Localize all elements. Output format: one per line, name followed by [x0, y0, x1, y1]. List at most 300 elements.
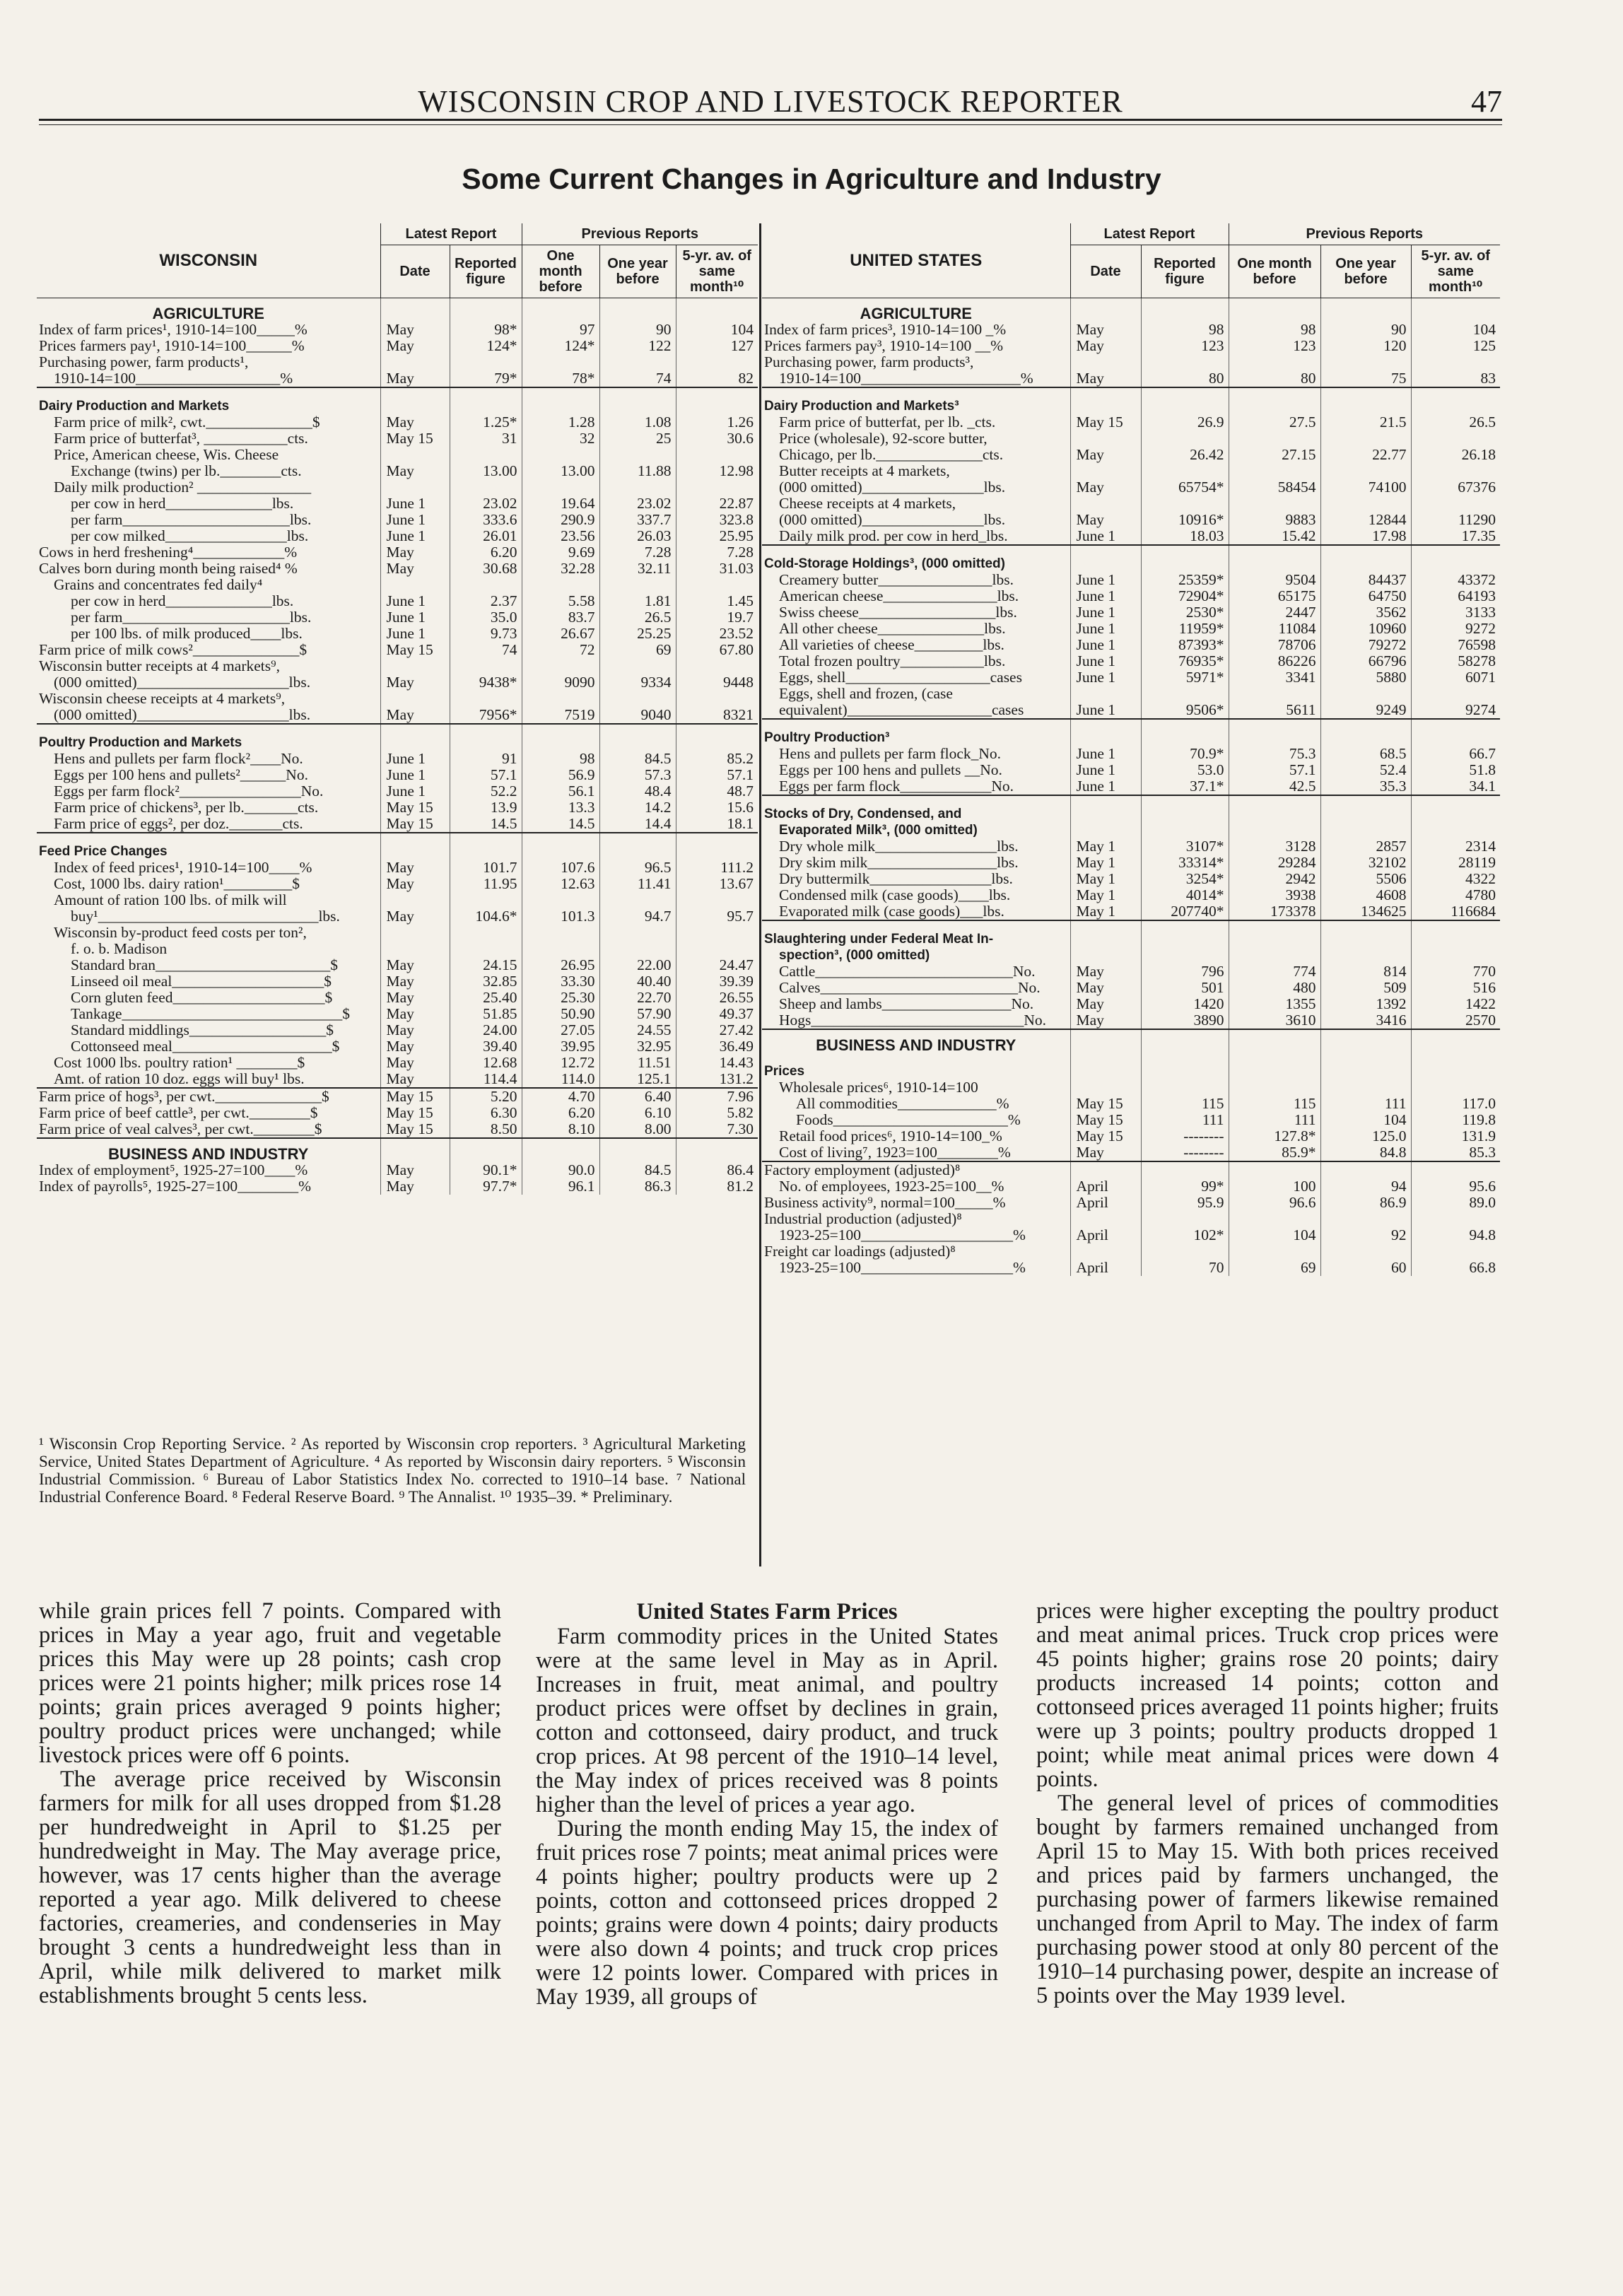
table-row: [762, 1096, 1500, 1112]
five-year-avg-cell: 58278: [1411, 653, 1500, 669]
month-before-cell: 173378: [1229, 903, 1320, 920]
date-cell: May: [380, 1006, 450, 1022]
table-row: [37, 1105, 758, 1121]
row-label: Purchasing power, farm products³,: [764, 354, 974, 370]
month-before-cell: [522, 724, 599, 751]
reported-cell: 14.5: [450, 816, 522, 833]
section-heading: United States Farm Prices: [636, 1599, 898, 1624]
date-cell: May: [380, 414, 450, 430]
row-label: AGRICULTURE: [860, 305, 972, 322]
reported-cell: [450, 577, 522, 593]
date-cell: June 1: [1070, 746, 1141, 762]
table-row: [762, 1178, 1500, 1195]
five-year-avg-cell: [676, 925, 758, 941]
year-before-cell: [1320, 795, 1411, 822]
table-row: [37, 751, 758, 767]
month-before-cell: 58454: [1229, 479, 1320, 496]
table-row: [762, 1243, 1500, 1260]
year-before-cell: 32.11: [599, 561, 676, 577]
reported-cell: [1141, 387, 1229, 414]
date-cell: May: [380, 561, 450, 577]
row-label: Prices farmers pay¹, 1910-14=100______%: [39, 338, 305, 354]
table-row: [37, 1055, 758, 1071]
year-before-cell: 94.7: [599, 908, 676, 925]
row-label: buy¹_____________________________lbs.: [71, 908, 340, 925]
reported-cell: 4014*: [1141, 887, 1229, 903]
year-before-cell: 3416: [1320, 1012, 1411, 1029]
text-column-3: [1036, 1599, 1499, 2008]
reported-cell: 1420: [1141, 996, 1229, 1012]
table-row: [762, 762, 1500, 778]
reported-cell: [450, 724, 522, 751]
five-year-avg-cell: [1411, 463, 1500, 479]
reported-cell: [1141, 822, 1229, 838]
year-before-cell: 125.1: [599, 1071, 676, 1088]
five-year-avg-cell: [1411, 947, 1500, 964]
five-year-avg-cell: 83: [1411, 370, 1500, 387]
paragraph: Farm commodity prices in the United States were at the same level in May as in April. Increases in fruit, meat animal, and poultry product prices were offset by declines in grain, cotton and cottonseed, dairy product, and truck crop prices. At 98 percent of the 1910–14 level, the May index of prices received was 8 points higher than the level of prices a year ago.: [536, 1624, 998, 1817]
table-row: [37, 1006, 758, 1022]
table-row: [762, 947, 1500, 964]
five-year-avg-cell: 7.30: [676, 1121, 758, 1138]
reported-cell: 3254*: [1141, 871, 1229, 887]
year-before-cell: [599, 724, 676, 751]
row-label: (000 omitted)____________________lbs.: [54, 707, 311, 723]
five-year-avg-cell: [1411, 822, 1500, 838]
paragraph: During the month ending May 15, the index of fruit prices rose 7 points; meat animal prices were 4 points higher; poultry products were up 2 points, cotton and cottonseed prices dropped 2 points; grains were down 4 points; dairy products were also down 4 points; and truck crop prices were 12 points lower. Compared with prices in May 1939, all groups of: [536, 1816, 998, 2010]
table-row: [37, 724, 758, 751]
five-year-avg-cell: 48.7: [676, 783, 758, 800]
row-label: Evaporated Milk³, (000 omitted): [779, 823, 978, 838]
reported-cell: [1141, 920, 1229, 947]
us-year-before-heading: One year before: [1320, 245, 1411, 298]
date-cell: April: [1070, 1195, 1141, 1211]
month-before-cell: 111: [1229, 1112, 1320, 1128]
five-year-avg-cell: 89.0: [1411, 1195, 1500, 1211]
date-cell: May 15: [380, 1121, 450, 1138]
row-label: Sheep and lambs_________________No.: [779, 996, 1034, 1012]
journal-title: WISCONSIN CROP AND LIVESTOCK REPORTER: [418, 84, 1123, 119]
month-before-cell: [1229, 496, 1320, 512]
row-label: Dry buttermilk________________lbs.: [779, 871, 1013, 887]
date-cell: May: [380, 463, 450, 479]
month-before-cell: 42.5: [1229, 778, 1320, 795]
date-cell: May: [380, 1038, 450, 1055]
month-before-cell: 127.8*: [1229, 1128, 1320, 1144]
date-cell: June 1: [380, 783, 450, 800]
table-row: [37, 674, 758, 691]
table-row: [762, 702, 1500, 719]
year-before-cell: 122: [599, 338, 676, 354]
month-before-cell: 6.20: [522, 1105, 599, 1121]
year-before-cell: 9040: [599, 707, 676, 724]
date-cell: June 1: [1070, 669, 1141, 686]
five-year-avg-cell: [1411, 1053, 1500, 1079]
year-before-cell: 84.8: [1320, 1144, 1411, 1161]
row-label: All other cheese______________lbs.: [779, 621, 1006, 637]
five-year-avg-cell: 9448: [676, 674, 758, 691]
row-label: Cows in herd freshening⁴____________%: [39, 544, 298, 561]
five-year-avg-cell: 43372: [1411, 572, 1500, 588]
year-before-cell: 60: [1320, 1260, 1411, 1276]
date-cell: May: [380, 674, 450, 691]
date-cell: [1070, 686, 1141, 702]
month-before-cell: 25.30: [522, 990, 599, 1006]
month-before-cell: 480: [1229, 980, 1320, 996]
five-year-avg-cell: 82: [676, 370, 758, 387]
month-before-cell: 32.28: [522, 561, 599, 577]
date-cell: June 1: [380, 593, 450, 609]
date-cell: May: [380, 908, 450, 925]
year-before-cell: 35.3: [1320, 778, 1411, 795]
date-cell: [1070, 430, 1141, 447]
table-row: [37, 370, 758, 387]
five-year-avg-cell: [1411, 354, 1500, 370]
row-label: Farm price of chickens³, per lb._______cts.: [54, 800, 319, 816]
month-before-cell: 85.9*: [1229, 1144, 1320, 1161]
row-label: Standard middlings__________________$: [71, 1022, 334, 1038]
month-before-cell: 4.70: [522, 1088, 599, 1105]
table-row: [37, 609, 758, 626]
date-cell: June 1: [1070, 588, 1141, 604]
reported-cell: 115: [1141, 1096, 1229, 1112]
table-row: [37, 1178, 758, 1195]
five-year-avg-cell: 9272: [1411, 621, 1500, 637]
row-label: Farm price of beef cattle³, per cwt.________$: [39, 1105, 318, 1121]
year-before-heading: One year before: [599, 245, 676, 298]
running-header: [39, 83, 1502, 119]
year-before-cell: 23.02: [599, 496, 676, 512]
reported-cell: 99*: [1141, 1178, 1229, 1195]
year-before-cell: [599, 479, 676, 496]
five-year-avg-cell: [676, 577, 758, 593]
reported-cell: 5.20: [450, 1088, 522, 1105]
month-before-cell: 290.9: [522, 512, 599, 528]
table-row: [762, 887, 1500, 903]
five-year-avg-cell: 67.80: [676, 642, 758, 658]
month-before-cell: 83.7: [522, 609, 599, 626]
table-row: [37, 414, 758, 430]
row-label: Index of payrolls⁵, 1925-27=100________%: [39, 1178, 312, 1195]
table-row: [762, 719, 1500, 746]
row-label: Purchasing power, farm products¹,: [39, 354, 249, 370]
date-cell: May: [380, 990, 450, 1006]
reported-cell: 91: [450, 751, 522, 767]
five-year-avg-cell: 13.67: [676, 876, 758, 892]
month-before-cell: 13.00: [522, 463, 599, 479]
reported-cell: 102*: [1141, 1227, 1229, 1243]
row-label: Factory employment (adjusted)⁸: [762, 1161, 1070, 1178]
month-before-cell: 5.58: [522, 593, 599, 609]
month-before-cell: 9.69: [522, 544, 599, 561]
row-label: Cheese receipts at 4 markets,: [779, 496, 956, 512]
year-before-cell: 5880: [1320, 669, 1411, 686]
row-label: Business activity⁹, normal=100_____%: [764, 1195, 1006, 1211]
table-row: [762, 1012, 1500, 1029]
row-label: f. o. b. Madison: [71, 941, 168, 957]
five-year-avg-cell: [1411, 686, 1500, 702]
year-before-cell: 125.0: [1320, 1128, 1411, 1144]
month-before-cell: 72: [522, 642, 599, 658]
five-year-avg-cell: [676, 833, 758, 860]
paragraph: The general level of prices of commodities bought by farmers remained unchanged from April 15 to May 15. With both prices received and prices paid by farmers unchanged, the purchasing power of farmers likewise remained unchanged from April to May. The index of farm purchasing power stood at only 80 percent of the 1910–14 purchasing power, despite an increase of 5 points over the May 1939 level.: [1036, 1791, 1499, 2008]
row-label: Price (wholesale), 92-score butter,: [779, 430, 988, 447]
five-year-avg-cell: [1411, 430, 1500, 447]
reported-cell: 501: [1141, 980, 1229, 996]
table-row: [762, 822, 1500, 838]
reported-cell: 70.9*: [1141, 746, 1229, 762]
table-row: [37, 1121, 758, 1138]
date-cell: June 1: [380, 512, 450, 528]
date-cell: May 15: [380, 430, 450, 447]
month-before-cell: 2942: [1229, 871, 1320, 887]
month-before-cell: [1229, 920, 1320, 947]
date-cell: May 15: [1070, 1128, 1141, 1144]
reported-cell: [450, 925, 522, 941]
five-year-avg-cell: [676, 724, 758, 751]
five-year-avg-cell: 49.37: [676, 1006, 758, 1022]
table-row: [762, 903, 1500, 920]
reported-cell: [1141, 496, 1229, 512]
year-before-cell: 40.40: [599, 973, 676, 990]
year-before-cell: 11.88: [599, 463, 676, 479]
row-label: Chicago, per lb.______________cts.: [779, 447, 1004, 463]
row-label: Wisconsin by-product feed costs per ton²,: [54, 925, 307, 941]
month-before-cell: [522, 298, 599, 322]
table-row: [762, 746, 1500, 762]
date-cell: [380, 354, 450, 370]
five-year-avg-cell: 36.49: [676, 1038, 758, 1055]
five-year-avg-cell: 51.8: [1411, 762, 1500, 778]
year-before-cell: 111: [1320, 1096, 1411, 1112]
date-cell: June 1: [1070, 637, 1141, 653]
row-label: Daily milk production² _______________: [54, 479, 312, 496]
five-year-avg-cell: [1411, 1243, 1500, 1260]
date-cell: May 15: [1070, 1096, 1141, 1112]
row-label: Dairy Production and Markets³: [762, 387, 1070, 414]
table-row: [762, 496, 1500, 512]
reported-cell: 333.6: [450, 512, 522, 528]
year-before-cell: 75: [1320, 370, 1411, 387]
row-label: Index of feed prices¹, 1910-14=100____%: [54, 860, 312, 876]
month-before-cell: [522, 691, 599, 707]
row-label: All commodities_____________%: [796, 1096, 1009, 1112]
table-row: [37, 1088, 758, 1105]
five-year-avg-cell: [1411, 387, 1500, 414]
row-label: Corn gluten feed____________________$: [71, 990, 333, 1006]
month-before-cell: [1229, 947, 1320, 964]
date-cell: [1070, 298, 1141, 322]
reported-cell: --------: [1141, 1144, 1229, 1161]
reported-cell: [450, 354, 522, 370]
reported-cell: 101.7: [450, 860, 522, 876]
row-label: Feed Price Changes: [37, 833, 380, 860]
row-label: Prices farmers pay³, 1910-14=100 __%: [764, 338, 1004, 354]
table-row: [762, 414, 1500, 430]
date-cell: May: [1070, 338, 1141, 354]
us-heading: UNITED STATES: [762, 223, 1070, 298]
five-year-avg-cell: 1422: [1411, 996, 1500, 1012]
date-cell: May: [1070, 1012, 1141, 1029]
year-before-cell: 8.00: [599, 1121, 676, 1138]
month-before-cell: [1229, 1161, 1320, 1178]
month-before-cell: [1229, 354, 1320, 370]
five-year-avg-cell: 11290: [1411, 512, 1500, 528]
five-year-avg-cell: 24.47: [676, 957, 758, 973]
row-label: Standard bran_______________________$: [71, 957, 339, 973]
reported-cell: 25.40: [450, 990, 522, 1006]
table-row: [762, 637, 1500, 653]
paragraph: The average price received by Wisconsin farmers for milk for all uses dropped from $1.28 per hundredweight in April to $1.25 per hundredweight in May. The May average price, however, was 17 cents higher than the average reported a year ago. Milk delivered to cheese factories, creameries, and condenseries in May brought 3 cents a hundredweight less than in April, while milk delivered to market milk establishments brought 5 cents less.: [39, 1767, 501, 2008]
us-table-body: [762, 298, 1500, 1277]
reported-cell: 26.9: [1141, 414, 1229, 430]
row-label: Cost of living⁷, 1923=100________%: [779, 1144, 1011, 1161]
row-label: Index of employment⁵, 1925-27=100____%: [39, 1162, 308, 1178]
table-row: [37, 1162, 758, 1178]
year-before-cell: 74100: [1320, 479, 1411, 496]
five-year-avg-cell: [1411, 1029, 1500, 1053]
reported-cell: 26.42: [1141, 447, 1229, 463]
year-before-cell: 57.3: [599, 767, 676, 783]
five-year-avg-cell: 67376: [1411, 479, 1500, 496]
year-before-cell: 21.5: [1320, 414, 1411, 430]
date-cell: June 1: [1070, 702, 1141, 719]
five-year-avg-cell: [1411, 1079, 1500, 1096]
reported-cell: 95.9: [1141, 1195, 1229, 1211]
table-row: [762, 370, 1500, 387]
table-row: [37, 447, 758, 463]
table-row: [762, 572, 1500, 588]
reported-cell: [450, 658, 522, 674]
table-row: [762, 479, 1500, 496]
row-label: Total frozen poultry___________lbs.: [779, 653, 1006, 669]
row-label: Amount of ration 100 lbs. of milk will: [54, 892, 287, 908]
row-label: (000 omitted)________________lbs.: [779, 512, 1006, 528]
header-rule-thin: [39, 124, 1502, 125]
reported-cell: 74: [450, 642, 522, 658]
date-cell: May 15: [1070, 1112, 1141, 1128]
five-year-avg-cell: 81.2: [676, 1178, 758, 1195]
table-row: [37, 430, 758, 447]
date-cell: [1070, 1161, 1141, 1178]
year-before-cell: [1320, 1029, 1411, 1053]
date-cell: [380, 447, 450, 463]
text-column-2: [536, 1599, 998, 2009]
year-before-cell: 22.77: [1320, 447, 1411, 463]
month-before-cell: [522, 447, 599, 463]
year-before-cell: 6.10: [599, 1105, 676, 1121]
month-before-cell: 12.63: [522, 876, 599, 892]
five-year-avg-cell: 1.45: [676, 593, 758, 609]
table-row: [762, 512, 1500, 528]
five-year-avg-cell: 7.28: [676, 544, 758, 561]
five-year-avg-cell: 39.39: [676, 973, 758, 990]
row-label: Creamery butter_______________lbs.: [779, 572, 1014, 588]
reported-cell: [450, 387, 522, 414]
reported-cell: [1141, 1029, 1229, 1053]
date-cell: [1070, 719, 1141, 746]
footnotes: ¹ Wisconsin Crop Reporting Service. ² As reported by Wisconsin crop reporters. ³ Agricultural Marketing Service, United States Department of Agriculture. ⁴ As reported by Wisconsin dairy reporters. ⁵ Wisconsin Industrial Commission. ⁶ Bureau of Labor Statistics Index No. corrected to 1910–14 base. ⁷ National Industrial Conference Board. ⁸ Federal Reserve Board. ⁹ The Annalist. ¹⁰ 1935–39. * Preliminary.: [39, 1435, 746, 1506]
reported-cell: [1141, 686, 1229, 702]
date-cell: June 1: [1070, 653, 1141, 669]
reported-cell: 9506*: [1141, 702, 1229, 719]
table-row: [37, 512, 758, 528]
reported-cell: 32.85: [450, 973, 522, 990]
reported-cell: 70: [1141, 1260, 1229, 1276]
five-year-avg-cell: 86.4: [676, 1162, 758, 1178]
reported-cell: 30.68: [450, 561, 522, 577]
year-before-cell: 66796: [1320, 653, 1411, 669]
month-before-cell: [522, 479, 599, 496]
five-year-avg-cell: 18.1: [676, 816, 758, 833]
row-label: Dairy Production and Markets: [37, 387, 380, 414]
date-cell: June 1: [380, 528, 450, 544]
latest-report-heading: Latest Report: [380, 223, 522, 245]
row-label: Poultry Production and Markets: [37, 724, 380, 751]
month-before-cell: 96.6: [1229, 1195, 1320, 1211]
row-label: Eggs, shell___________________cases: [779, 669, 1022, 686]
five-year-avg-cell: 131.9: [1411, 1128, 1500, 1144]
date-cell: [1070, 947, 1141, 964]
year-before-cell: 84.5: [599, 751, 676, 767]
row-label: Cold-Storage Holdings³, (000 omitted): [762, 545, 1070, 572]
five-year-avg-cell: 26.5: [1411, 414, 1500, 430]
date-cell: [1070, 1079, 1141, 1096]
date-cell: May: [1070, 1144, 1141, 1161]
row-label: Daily milk prod. per cow in herd_lbs.: [779, 528, 1008, 544]
date-cell: May: [380, 1022, 450, 1038]
table-row: [762, 430, 1500, 447]
five-year-avg-cell: 25.95: [676, 528, 758, 544]
five-year-avg-cell: 323.8: [676, 512, 758, 528]
table-row: [762, 588, 1500, 604]
date-cell: [1070, 1243, 1141, 1260]
date-cell: June 1: [1070, 621, 1141, 637]
row-label: Swiss cheese__________________lbs.: [779, 604, 1017, 621]
date-cell: June 1: [380, 626, 450, 642]
date-cell: [1070, 463, 1141, 479]
row-label: Cost 1000 lbs. poultry ration¹ ________$: [54, 1055, 305, 1071]
month-before-cell: 69: [1229, 1260, 1320, 1276]
year-before-cell: [1320, 719, 1411, 746]
five-year-avg-cell: 116684: [1411, 903, 1500, 920]
date-cell: [380, 691, 450, 707]
five-year-avg-cell: [676, 892, 758, 908]
table-row: [762, 1128, 1500, 1144]
year-before-cell: 134625: [1320, 903, 1411, 920]
table-row: [37, 860, 758, 876]
year-before-cell: [599, 658, 676, 674]
table-row: [37, 577, 758, 593]
year-before-cell: [1320, 354, 1411, 370]
row-label: Price, American cheese, Wis. Cheese: [54, 447, 279, 463]
reported-cell: 6.30: [450, 1105, 522, 1121]
month-before-cell: [1229, 1243, 1320, 1260]
table-row: [762, 621, 1500, 637]
five-year-avg-cell: 85.2: [676, 751, 758, 767]
row-label: Farm price of veal calves³, per cwt.________$: [39, 1121, 322, 1137]
month-before-cell: [1229, 1211, 1320, 1227]
five-year-avg-cell: 770: [1411, 964, 1500, 980]
table-row: [37, 990, 758, 1006]
reported-cell: 26.01: [450, 528, 522, 544]
table-row: [762, 1079, 1500, 1096]
month-before-cell: [522, 892, 599, 908]
date-cell: May: [1070, 479, 1141, 496]
year-before-cell: 92: [1320, 1227, 1411, 1243]
row-label: 1910-14=100_____________________%: [779, 370, 1033, 387]
us-reported-heading: Reported figure: [1141, 245, 1229, 298]
